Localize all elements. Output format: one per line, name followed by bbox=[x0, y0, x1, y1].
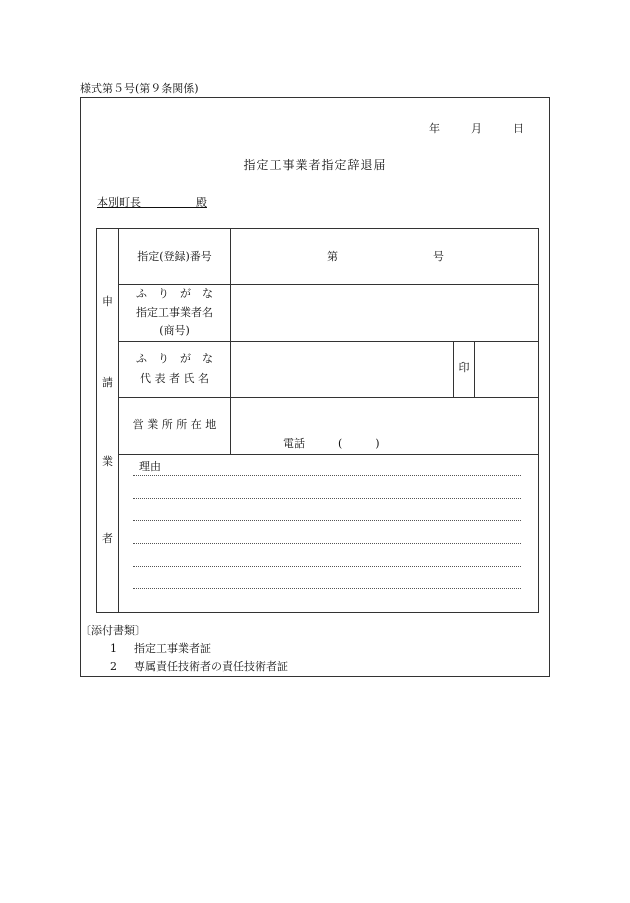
attachment-number: 1 bbox=[110, 642, 117, 655]
form-frame bbox=[80, 97, 550, 677]
form-id: 様式第５号(第９条関係) bbox=[80, 82, 199, 95]
attachment-item bbox=[110, 640, 211, 656]
reason-line bbox=[133, 566, 521, 567]
application-table bbox=[96, 228, 539, 613]
phone-field: 電話 ( ) bbox=[283, 437, 380, 450]
representative-furigana: ふ り が な bbox=[136, 352, 213, 365]
seal-divider-right bbox=[474, 341, 475, 397]
date-line bbox=[429, 120, 524, 136]
attachment-text: 専属責任技術者の責任技術者証 bbox=[134, 660, 288, 673]
reason-line bbox=[133, 543, 521, 544]
applicant-char: 業 bbox=[102, 455, 113, 468]
row-divider bbox=[118, 341, 538, 342]
date-day: 日 bbox=[513, 122, 524, 135]
designation-number-label: 指定(登録)番号 bbox=[137, 250, 212, 263]
attachment-number: 2 bbox=[110, 660, 117, 673]
office-address-label: 営 業 所 所 在 地 bbox=[132, 418, 217, 431]
date-month: 月 bbox=[471, 122, 482, 135]
row-divider bbox=[118, 397, 538, 398]
reason-line bbox=[133, 475, 521, 476]
applicant-char: 申 bbox=[102, 295, 113, 308]
business-name-furigana: ふ り が な bbox=[136, 287, 213, 300]
form-title: 指定工事業者指定辞退届 bbox=[243, 158, 387, 172]
applicant-char: 請 bbox=[102, 376, 113, 389]
attachments-heading: 〔添付書類〕 bbox=[80, 624, 146, 637]
business-name-sub: (商号) bbox=[159, 324, 190, 337]
representative-label: 代 表 者 氏 名 bbox=[140, 372, 209, 385]
business-name-label: 指定工事業者名 bbox=[136, 306, 213, 319]
date-year: 年 bbox=[429, 122, 440, 135]
attachment-text: 指定工事業者証 bbox=[134, 642, 211, 655]
addressee: 本別町長 殿 bbox=[97, 196, 207, 209]
reason-line bbox=[133, 588, 521, 589]
attachment-item bbox=[110, 658, 288, 674]
designation-number-suffix: 号 bbox=[433, 250, 444, 263]
seal-mark: 印 bbox=[458, 361, 470, 374]
row-divider bbox=[118, 454, 538, 455]
reason-label: 理由 bbox=[139, 460, 161, 473]
designation-number-prefix: 第 bbox=[327, 250, 338, 263]
applicant-char: 者 bbox=[102, 532, 113, 545]
reason-line bbox=[133, 520, 521, 521]
reason-line bbox=[133, 498, 521, 499]
